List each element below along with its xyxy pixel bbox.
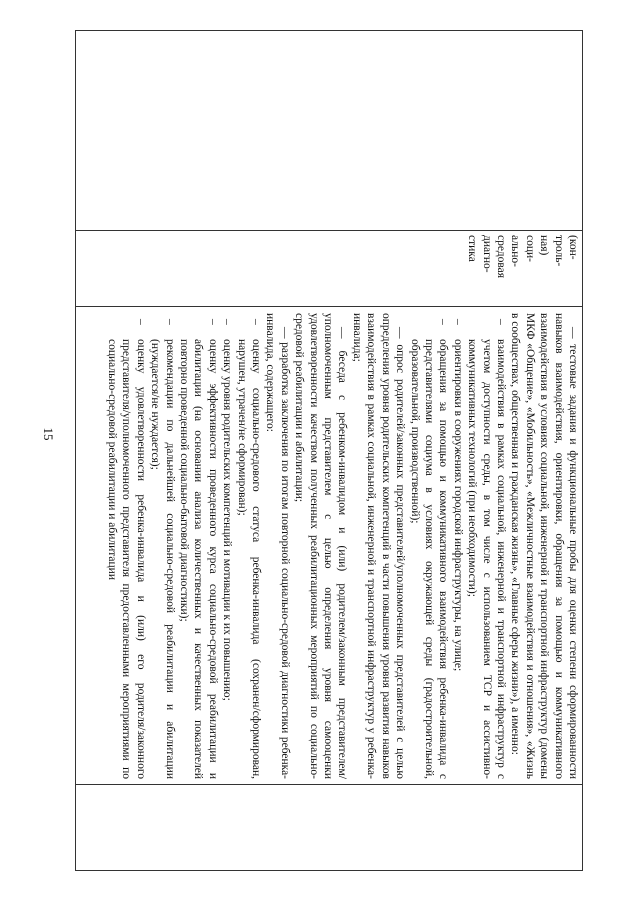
rotated-page bbox=[75, 30, 583, 870]
subitem-text: оценку социально-средового статуса ребенка-инвалида (сохранен/сформирован, нарушен, утрачен/не сформирован); bbox=[235, 339, 263, 779]
stage-label-cell bbox=[76, 231, 583, 307]
subitem-text: оценку уровня родительских компетенций и мотивации к их повышению; bbox=[221, 339, 234, 701]
content-subitem bbox=[234, 313, 263, 779]
stage-label-line: средовая bbox=[494, 235, 507, 279]
content-subitem bbox=[177, 313, 220, 779]
paragraph-dash: — bbox=[336, 327, 349, 339]
content-paragraph bbox=[263, 313, 292, 779]
stage-label-line: ально- bbox=[509, 235, 522, 267]
stage-label-line: стика bbox=[466, 235, 479, 262]
stage-label-line: троль- bbox=[552, 235, 565, 267]
paragraph-dash: — bbox=[278, 327, 291, 339]
paragraph-text: беседа с ребенком-инвалидом и (или) родителем/законным представителем/уполномоченным представителем с целью определения уровня самооценки удовлетворенности качеством полученных реабилитационных мероприятий по социально-средовой реабилитации и абилитации; bbox=[293, 313, 349, 780]
stage-label-line: соци- bbox=[523, 235, 536, 262]
content-paragraph bbox=[350, 313, 408, 779]
paragraph-text: разработка заключения по итогам повторной социально-средовой диагностики ребенка-инвалида, содержащего: bbox=[264, 313, 291, 779]
page-number: 15 bbox=[41, 427, 56, 441]
content-cell bbox=[76, 307, 583, 785]
content-paragraph bbox=[292, 313, 350, 779]
subitem-text: оценку удовлетворенности ребенка-инвалида и (или) его родителя/законного представителя/уполномоченного представителя предоставленными мероприятиями по социально-средовой реабилитации и абилитации bbox=[106, 339, 147, 779]
empty-cell-left bbox=[76, 31, 583, 231]
paragraph-text: тестовые задания и функциональные пробы для оценки степени сформированности навыков взаимодействия, ориентировки, обращения за помощью и коммуникативного взаимодействия в условиях социальной, инженерной и транспортной инфраструктур (домены МКФ «Общение», «Мобильность», «Межличностные взаимодействия и отношения», «Жизнь в сообществах, общественная и гражданская жизнь», «Главные сферы жизни»), а именно: bbox=[509, 313, 579, 780]
content-subitem bbox=[450, 313, 464, 779]
stage-label-line: ная) bbox=[538, 235, 551, 256]
subitem-text: обращения за помощью и коммуникативного взаимодействия ребенка-инвалида с представителями социума в условиях окружающей среды (градостроительной, образовательной, производственной); bbox=[408, 339, 450, 779]
content-subitem bbox=[465, 313, 508, 779]
stage-label-line: диагно- bbox=[480, 235, 493, 273]
stage-label-line: (кон- bbox=[567, 235, 579, 260]
content-subitem bbox=[220, 313, 234, 779]
subitem-dash: – bbox=[221, 319, 234, 325]
paragraph-dash: — bbox=[394, 327, 407, 339]
subitem-text: рекомендации по дальнейшей социально-средовой реабилитации и абилитации (нуждается/не нуждается); bbox=[149, 339, 176, 779]
subitem-dash: – bbox=[451, 319, 464, 325]
content-subitem bbox=[148, 313, 177, 779]
subitem-text: оценку эффективности проведенного курса социально-средовой реабилитации и абилитации (на основании анализа количественных и качественных показателей повторно проведенной социально-бытовой диагностики); bbox=[178, 339, 219, 779]
content-paragraph bbox=[508, 313, 580, 779]
subitem-dash: – bbox=[437, 319, 450, 325]
subitem-dash: – bbox=[163, 319, 176, 325]
content-subitem bbox=[105, 313, 148, 779]
subitem-dash: – bbox=[206, 319, 219, 325]
paragraph-text: опрос родителей/законных представителей/уполномоченных представителей с целью определения уровня родительских компетенций в части повышения уровня развития навыков взаимодействия в рамках социальной, инженерной и транспортной инфраструктур у ребенка-инвалида; bbox=[350, 313, 407, 779]
subitem-dash: – bbox=[134, 319, 147, 325]
service-table bbox=[75, 30, 583, 871]
content-subitem bbox=[407, 313, 450, 779]
paragraph-dash: — bbox=[567, 327, 579, 339]
subitem-text: взаимодействия в рамках социальной, инженерной и транспортной инфраструктур с учетом доступности среды, в том числе с использованием ТСР и ассистивно-коммуникативных технологий (при необходимости); bbox=[466, 339, 507, 779]
subitem-dash: – bbox=[494, 319, 507, 325]
subitem-text: ориентировки в сооружениях городской инфраструктуры, на улице; bbox=[451, 339, 464, 672]
subitem-dash: – bbox=[250, 319, 263, 325]
empty-cell-right bbox=[76, 785, 583, 871]
